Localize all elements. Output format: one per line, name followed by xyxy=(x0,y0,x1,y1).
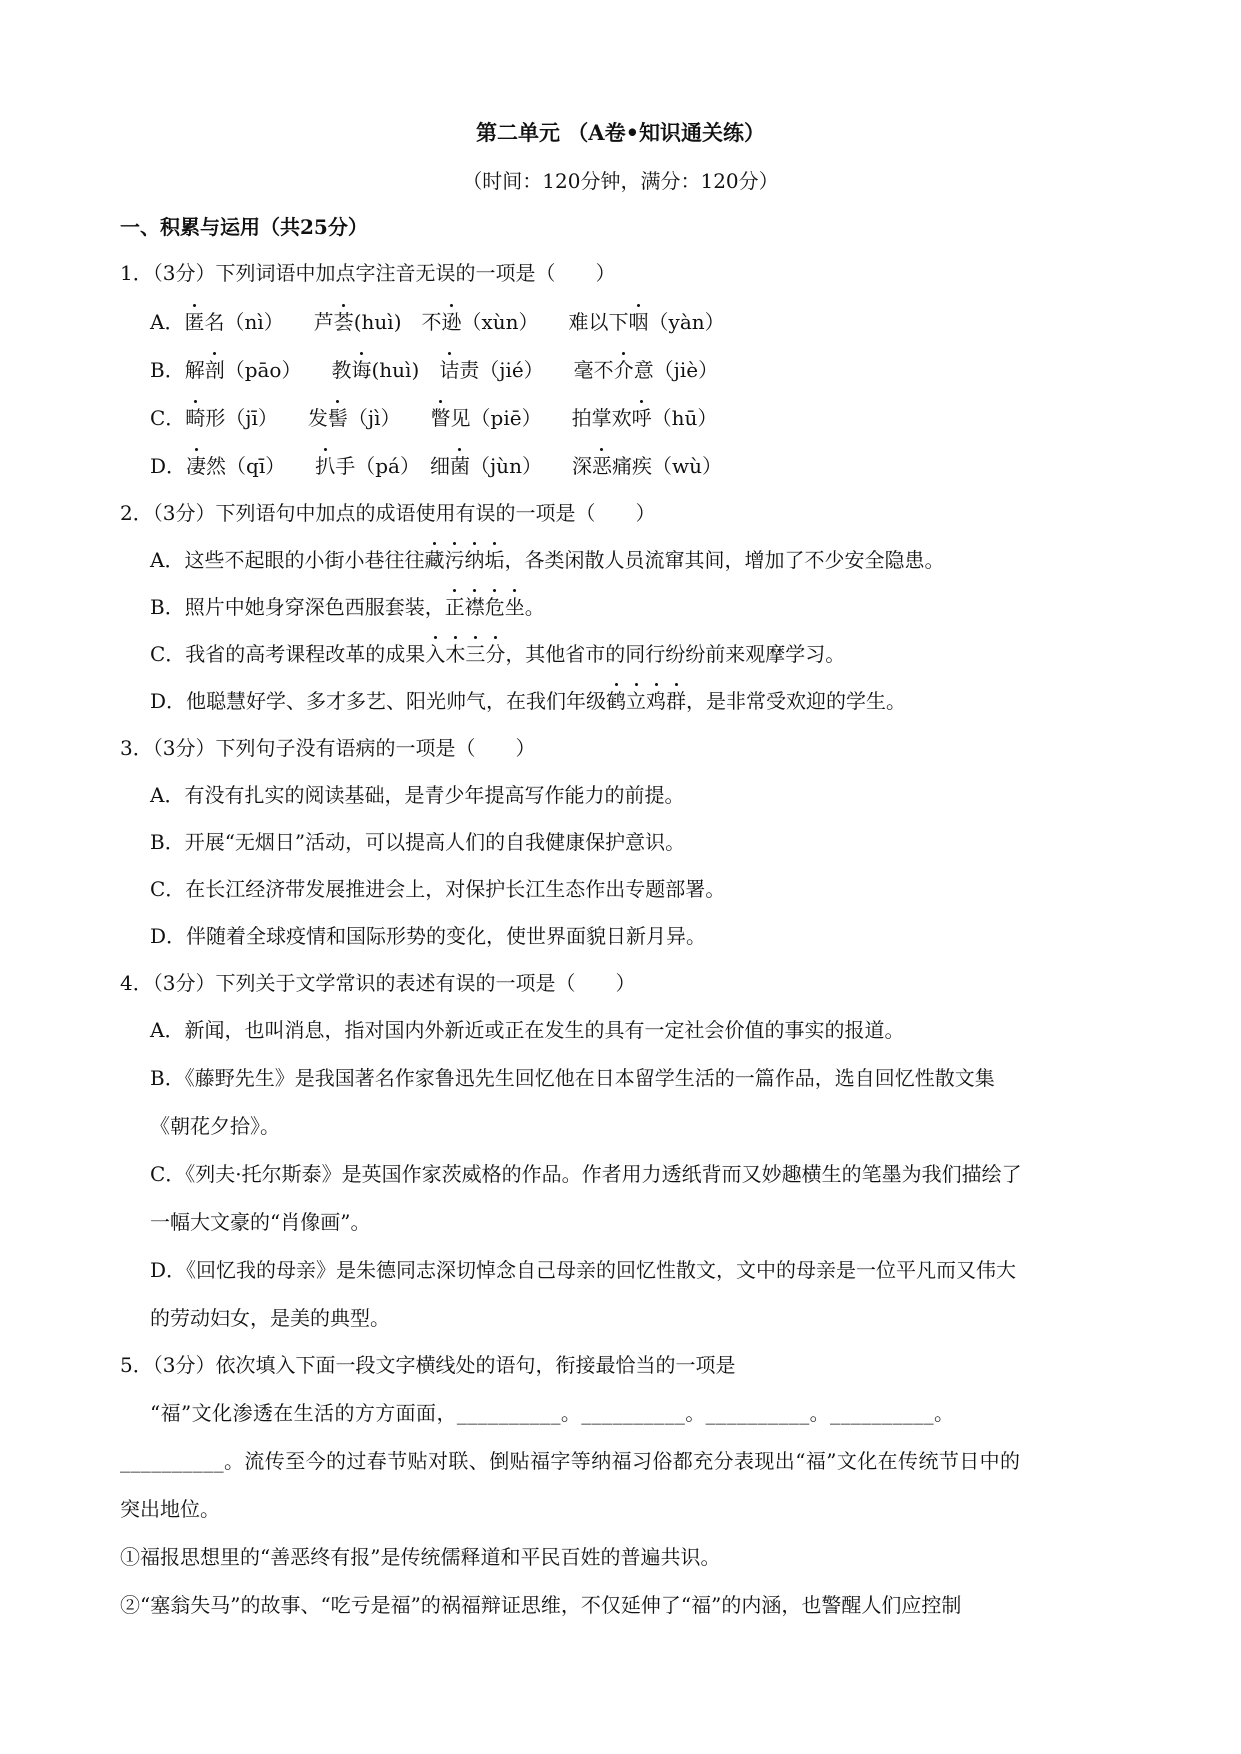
question-2-option-d: D．他聪慧好学、多才多艺、阳光帅气，在我们年级鹤立鸡群，是非常受欢迎的学生。 xyxy=(150,686,906,716)
dotted-char: 入 xyxy=(425,639,445,669)
dotted-char: 诲 xyxy=(351,355,371,385)
dotted-char: 扒 xyxy=(315,451,335,481)
dotted-char: 襟 xyxy=(465,592,485,622)
question-3-option-d: D．伴随着全球疫情和国际形势的变化，使世界面貌日新月异。 xyxy=(150,924,707,948)
dotted-char: 介 xyxy=(614,355,634,385)
question-1-option-b: B．解剖（pāo） 教诲(huì) 诘责（jié） 毫不介意（jiè） xyxy=(150,355,718,385)
dotted-char: 三 xyxy=(465,639,485,669)
question-5-passage: “福”文化渗透在生活的方方面面，__________。__________。__________。__________。 xyxy=(150,1401,955,1425)
dotted-char: 鹤 xyxy=(606,686,626,716)
dotted-char: 畸 xyxy=(185,403,205,433)
dotted-char: 逊 xyxy=(442,307,462,337)
question-1-option-d: D．凄然（qī） 扒手（pá） 细菌（jùn） 深恶痛疾（wù） xyxy=(150,451,722,481)
section-heading: 一、积累与运用（共25分） xyxy=(120,215,368,239)
question-3-option-a: A．有没有扎实的阅读基础，是青少年提高写作能力的前提。 xyxy=(150,783,685,807)
dotted-char: 鸡 xyxy=(646,686,666,716)
dotted-char: 木 xyxy=(445,639,465,669)
dotted-char: 污 xyxy=(444,545,464,575)
dotted-char: 藏 xyxy=(424,545,444,575)
question-3-stem: 3．（3分）下列句子没有语病的一项是（ ） xyxy=(120,736,536,760)
question-1-stem: 1．（3分）下列词语中加点字注音无误的一项是（ ） xyxy=(120,261,616,285)
question-4-option-b-cont: 《朝花夕拾》。 xyxy=(150,1114,280,1138)
question-4-option-c: C．《列夫·托尔斯泰》是英国作家茨威格的作品。作者用力透纸背而又妙趣横生的笔墨为我们描绘了 xyxy=(150,1162,1022,1186)
dotted-char: 荟 xyxy=(334,307,354,337)
dotted-char: 菌 xyxy=(450,451,470,481)
question-4-option-a: A．新闻，也叫消息，指对国内外新近或正在发生的具有一定社会价值的事实的报道。 xyxy=(150,1018,905,1042)
dotted-char: 危 xyxy=(485,592,505,622)
question-3-option-c: C．在长江经济带发展推进会上，对保护长江生态作出专题部署。 xyxy=(150,877,726,901)
dotted-char: 恶 xyxy=(592,451,612,481)
dotted-char: 分 xyxy=(485,639,505,669)
dotted-char: 凄 xyxy=(186,451,206,481)
question-2-option-b: B．照片中她身穿深色西服套装，正襟危坐。 xyxy=(150,592,545,622)
question-4-option-d: D．《回忆我的母亲》是朱德同志深切悼念自己母亲的回忆性散文，文中的母亲是一位平凡而又伟大 xyxy=(150,1258,1017,1282)
question-4-option-b: B．《藤野先生》是我国著名作家鲁迅先生回忆他在日本留学生活的一篇作品，选自回忆性散文集 xyxy=(150,1066,995,1090)
question-1-option-c: C．畸形（jī） 发髻（jì） 瞥见（piē） 拍掌欢呼（hū） xyxy=(150,403,717,433)
dotted-char: 瞥 xyxy=(431,403,451,433)
dotted-char: 立 xyxy=(626,686,646,716)
question-3-option-b: B．开展“无烟日”活动，可以提高人们的自我健康保护意识。 xyxy=(150,830,686,854)
question-5-sentence-1: ①福报思想里的“善恶终有报”是传统儒释道和平民百姓的普遍共识。 xyxy=(120,1545,721,1569)
exam-time-score: （时间：120分钟，满分：120分） xyxy=(462,169,779,193)
question-4-option-d-cont: 的劳动妇女，是美的典型。 xyxy=(150,1306,390,1330)
dotted-char: 髻 xyxy=(328,403,348,433)
dotted-char: 垢 xyxy=(484,545,504,575)
dotted-char: 呼 xyxy=(632,403,652,433)
question-5-stem: 5．（3分）依次填入下面一段文字横线处的语句，衔接最恰当的一项是 xyxy=(120,1353,736,1377)
dotted-char: 诘 xyxy=(439,355,459,385)
page-title: 第二单元 （A卷•知识通关练） xyxy=(475,120,766,145)
dotted-char: 剖 xyxy=(205,355,225,385)
question-2-option-a: A．这些不起眼的小街小巷往往藏污纳垢，各类闲散人员流窜其间，增加了不少安全隐患。 xyxy=(150,545,944,575)
question-2-stem: 2．（3分）下列语句中加点的成语使用有误的一项是（ ） xyxy=(120,501,656,525)
dotted-char: 坐 xyxy=(505,592,525,622)
dotted-char: 群 xyxy=(666,686,686,716)
dotted-char: 正 xyxy=(445,592,465,622)
question-5-sentence-2: ②“塞翁失马”的故事、“吃亏是福”的祸福辩证思维，不仅延伸了“福”的内涵，也警醒人们应控制 xyxy=(120,1593,962,1617)
question-5-passage-end: 突出地位。 xyxy=(120,1497,220,1521)
question-5-passage-cont: __________。流传至今的过春节贴对联、倒贴福字等纳福习俗都充分表现出“福”文化在传统节日中的 xyxy=(120,1449,1021,1473)
question-4-option-c-cont: 一幅大文豪的“肖像画”。 xyxy=(150,1210,371,1234)
question-1-option-a: A．匿名（nì） 芦荟(huì) 不逊（xùn） 难以下咽（yàn） xyxy=(150,307,725,337)
question-4-stem: 4．（3分）下列关于文学常识的表述有误的一项是（ ） xyxy=(120,971,636,995)
dotted-char: 纳 xyxy=(464,545,484,575)
question-2-option-c: C．我省的高考课程改革的成果入木三分，其他省市的同行纷纷前来观摩学习。 xyxy=(150,639,845,669)
dotted-char: 咽 xyxy=(629,307,649,337)
dotted-char: 匿 xyxy=(184,307,204,337)
